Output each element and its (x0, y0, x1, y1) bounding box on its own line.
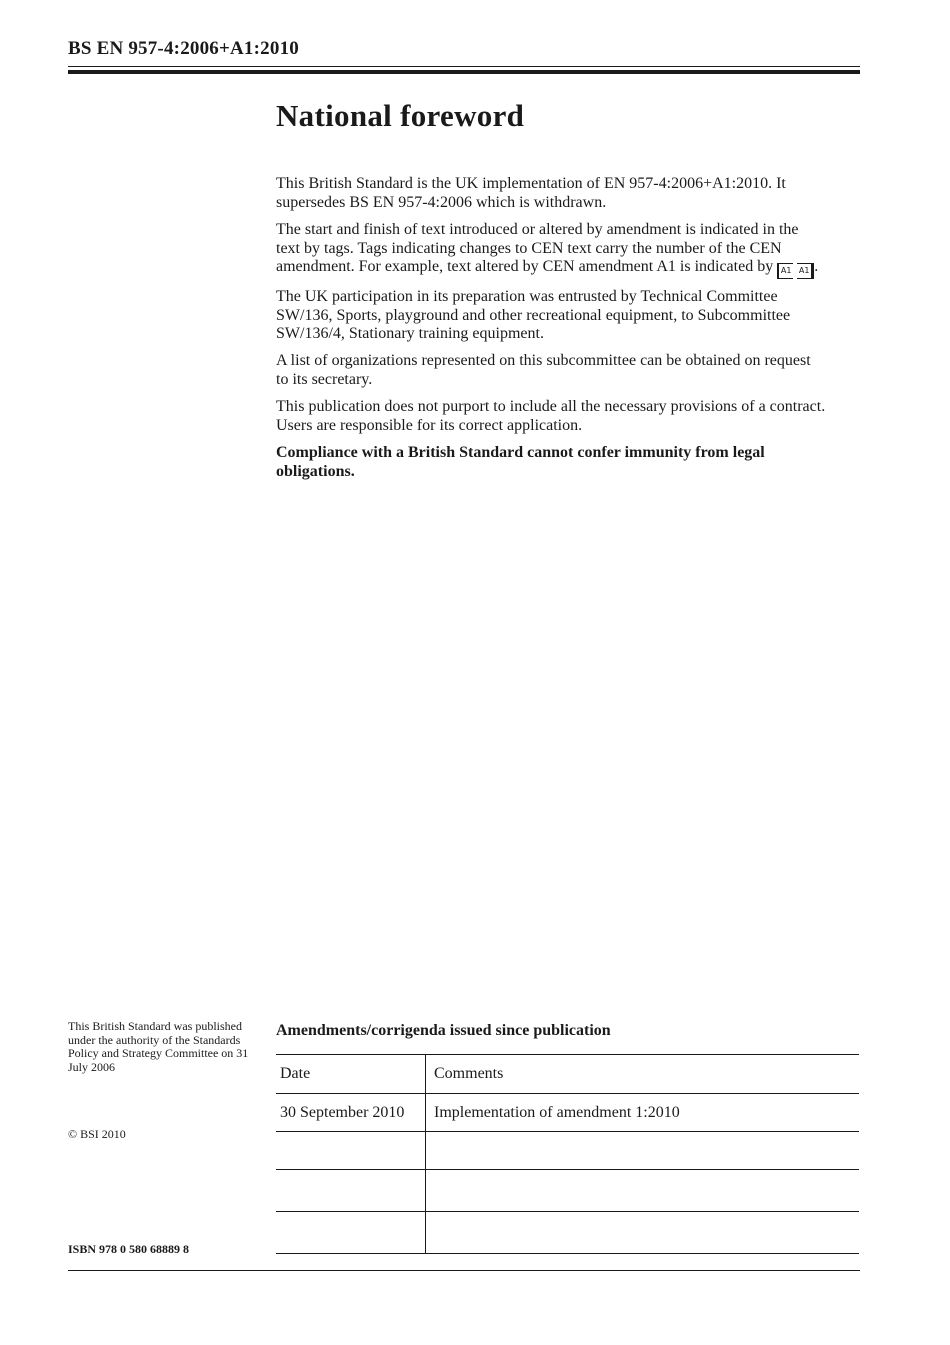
table-row (276, 1170, 859, 1212)
paragraph-participation: The UK participation in its preparation was entrusted by Technical Committee SW/136, Sports, playground and other recreational equipment, to Subcommittee SW/136/4, Stationary training equipment. (276, 287, 791, 343)
row-comments (426, 1132, 860, 1170)
header-rule-thick (68, 70, 860, 74)
row-date: 30 September 2010 (276, 1094, 426, 1132)
amendment-end-tag-icon: A1 (797, 263, 814, 279)
page-title: National foreword (276, 98, 525, 133)
row-date (276, 1212, 426, 1254)
row-date (276, 1132, 426, 1170)
paragraph-implementation: This British Standard is the UK implementation of EN 957-4:2006+A1:2010. It supersedes BS EN 957-4:2006 which is withdrawn. (276, 175, 786, 211)
amendments-table (276, 1054, 859, 1254)
table-row (276, 1094, 859, 1132)
column-header-date: Date (276, 1055, 426, 1094)
footer-rule (68, 1270, 860, 1271)
foreword-body (276, 175, 826, 490)
row-comments: Implementation of amendment 1:2010 (426, 1094, 860, 1132)
table-header-row (276, 1055, 859, 1094)
paragraph-contract: This publication does not purport to include all the necessary provisions of a contract. Users are responsible for its correct application. (276, 398, 826, 435)
paragraph-amendment-tags (276, 221, 826, 279)
header-rule-thin (68, 66, 860, 67)
document-id: BS EN 957-4:2006+A1:2010 (68, 38, 299, 59)
paragraph-compliance: Compliance with a British Standard cannot confer immunity from legal obligations. (276, 444, 765, 480)
amendments-heading: Amendments/corrigenda issued since publication (276, 1022, 611, 1039)
copyright: © BSI 2010 (68, 1127, 126, 1141)
column-header-comments: Comments (426, 1055, 860, 1094)
amendment-start-tag-icon: A1 (777, 263, 793, 279)
isbn: ISBN 978 0 580 68889 8 (68, 1242, 190, 1256)
table-row (276, 1132, 859, 1170)
paragraph-organizations: A list of organizations represented on this subcommittee can be obtained on request to its secretary. (276, 352, 811, 389)
amendment-tags-end: . (814, 258, 819, 276)
row-comments (426, 1170, 860, 1212)
row-comments (426, 1212, 860, 1254)
publication-note: This British Standard was published under the authority of the Standards Policy and Strategy Committee on 31 July 2006 (68, 1019, 249, 1074)
table-row (276, 1212, 859, 1254)
row-date (276, 1170, 426, 1212)
amendment-tags-text: The start and finish of text introduced or altered by amendment is indicated in the text by tags. Tags indicating changes to CEN text carry the number of the CEN amendment. For example, text altered by CEN amendment A1 is indicated by (276, 220, 799, 276)
